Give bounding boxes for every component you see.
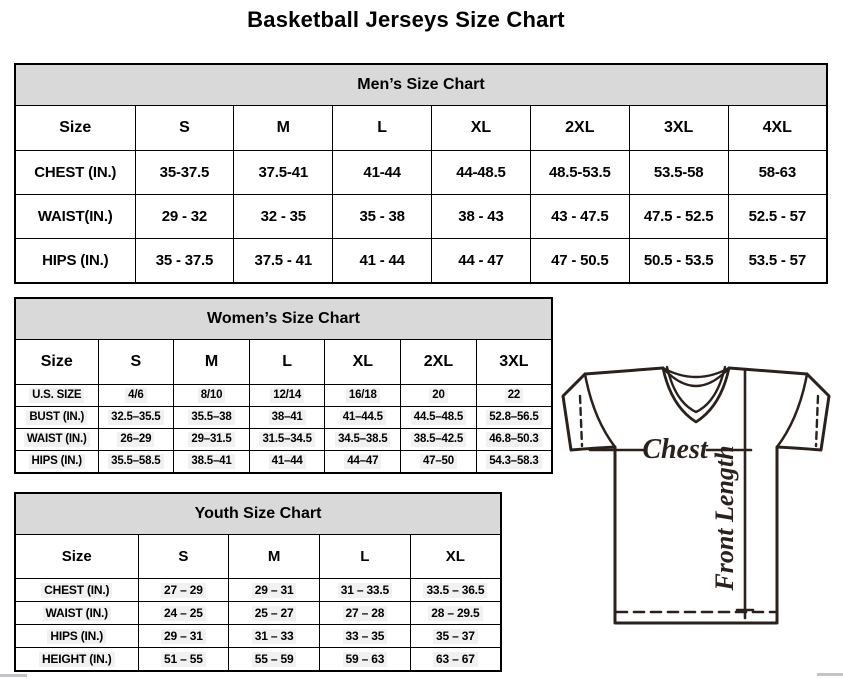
col-header: Size [15,535,138,579]
cell-text: 27 – 28 [343,606,388,621]
cell-text: 26–29 [117,432,154,446]
cell-text: 41–44.5 [340,410,386,424]
row-label-text: BUST (IN.) [26,410,87,424]
cell-value [410,602,501,625]
cell-value [174,407,250,429]
cell-text: 44.5–48.5 [411,410,466,424]
cell-value [476,429,552,451]
col-header: XL [410,535,501,579]
table-row [15,195,827,239]
cell-value [476,385,552,407]
col-header: M [234,106,333,151]
cell-value [320,579,411,602]
cell-value [401,385,477,407]
cell-text: 29–31.5 [188,432,234,446]
row-label [15,385,98,407]
cell-value [401,451,477,474]
cell-value: 32 - 35 [234,195,333,239]
row-label-text: CHEST (IN.) [41,583,112,598]
cell-text: 55 – 59 [252,652,297,667]
cell-text: 25 – 27 [252,606,297,621]
jersey-armhole-right [777,374,807,447]
womens-chart-header [15,298,552,340]
cell-value [325,407,401,429]
cell-value: 43 - 47.5 [530,195,629,239]
cell-value [476,451,552,474]
cell-text: 16/18 [346,388,380,402]
womens-size-chart-table [14,297,553,474]
col-header: Size [15,340,98,385]
cell-value: 52.5 - 57 [728,195,827,239]
row-label-text: HIPS (IN.) [29,454,85,468]
jersey-shoulder-right [729,368,807,374]
front-length-measure-line [737,369,753,618]
cell-text: 51 – 55 [161,652,206,667]
table-row [15,385,552,407]
youth-chart-header [15,493,501,535]
cell-value [138,625,229,648]
row-label-text: U.S. SIZE [29,388,84,402]
cell-text: 27 – 29 [161,583,206,598]
cell-value [249,407,325,429]
jersey-shoulder-left [585,368,663,374]
cell-value [229,602,320,625]
row-label [15,429,98,451]
cell-text: 20 [429,388,447,402]
table-row [15,648,501,672]
col-header: S [135,106,234,151]
cell-text: 63 – 67 [433,652,478,667]
cell-text: 4/6 [125,388,146,402]
col-header: Size [15,106,135,151]
col-header: S [138,535,229,579]
cell-value [249,385,325,407]
horizontal-scrollbar-fragment-left[interactable] [0,674,27,677]
cell-text: 47–50 [420,454,457,468]
cell-text: 52.8–56.5 [486,410,541,424]
table-row [15,151,827,195]
chest-label: Chest [642,434,708,465]
cell-value [325,451,401,474]
cell-value [476,407,552,429]
row-label-text: WAIST (IN.) [24,432,90,446]
cell-value: 47 - 50.5 [530,239,629,284]
mens-chart-title: Men’s Size Chart [15,64,827,106]
horizontal-scrollbar-fragment-right[interactable] [817,673,843,676]
cell-value: 58-63 [728,151,827,195]
table-row [15,625,501,648]
col-header: 3XL [629,106,728,151]
cell-value [174,429,250,451]
col-header: L [320,535,411,579]
table-row [15,579,501,602]
col-header: S [98,340,174,385]
cell-value [410,579,501,602]
cell-value: 35 - 37.5 [135,239,234,284]
cell-text: 46.8–50.3 [486,432,541,446]
youth-chart-title: Youth Size Chart [15,493,501,535]
cell-text: 31 – 33.5 [338,583,392,598]
youth-size-chart-table [14,492,502,672]
cell-value: 47.5 - 52.5 [629,195,728,239]
cell-value [249,451,325,474]
cell-value [98,451,174,474]
col-header: L [333,106,432,151]
cell-text: 28 – 29.5 [428,606,482,621]
cell-value: 29 - 32 [135,195,234,239]
youth-size-header-row [15,535,501,579]
table-row [15,451,552,474]
jersey-measurement-diagram-icon [555,360,843,635]
cell-value [138,602,229,625]
mens-chart-header [15,64,827,106]
row-label [15,451,98,474]
row-label [15,602,138,625]
cell-text: 44–47 [344,454,381,468]
cell-value [325,429,401,451]
cell-value [410,625,501,648]
page-title: Basketball Jerseys Size Chart [247,7,565,32]
cell-text: 38–41 [269,410,306,424]
cell-text: 38.5–41 [188,454,234,468]
jersey-cuff-dash-right [816,396,818,446]
col-header: M [174,340,250,385]
cell-value: 50.5 - 53.5 [629,239,728,284]
row-label-text: WAIST (IN.) [43,606,111,621]
cell-value [249,429,325,451]
jersey-armhole-left [585,374,615,447]
cell-value [229,625,320,648]
cell-text: 31 – 33 [252,629,297,644]
cell-value: 41-44 [333,151,432,195]
cell-value [401,429,477,451]
cell-text: 38.5–42.5 [411,432,466,446]
row-label [15,625,138,648]
cell-value: 37.5 - 41 [234,239,333,284]
cell-text: 59 – 63 [343,652,388,667]
cell-value [320,602,411,625]
cell-text: 41–44 [269,454,306,468]
cell-value [98,385,174,407]
col-header: 2XL [530,106,629,151]
cell-value: 38 - 43 [432,195,531,239]
cell-value: 53.5 - 57 [728,239,827,284]
cell-text: 31.5–34.5 [259,432,314,446]
col-header: XL [432,106,531,151]
cell-value [229,648,320,672]
cell-value [320,648,411,672]
row-label-text: HEIGHT (IN.) [39,652,115,667]
row-label-text: HIPS (IN.) [47,629,106,644]
cell-value [98,407,174,429]
cell-value [138,579,229,602]
col-header: L [249,340,325,385]
table-row [15,602,501,625]
cell-value [174,385,250,407]
cell-value [410,648,501,672]
row-label [15,407,98,429]
cell-value [98,429,174,451]
table-row [15,429,552,451]
cell-text: 35 – 37 [433,629,478,644]
cell-value: 53.5-58 [629,151,728,195]
table-row [15,407,552,429]
cell-text: 22 [505,388,523,402]
mens-size-chart-table [14,63,828,284]
womens-chart-title: Women’s Size Chart [15,298,552,340]
cell-text: 32.5–35.5 [108,410,163,424]
cell-value: 37.5-41 [234,151,333,195]
jersey-collar-band1 [663,368,729,377]
col-header: M [229,535,320,579]
cell-value [138,648,229,672]
cell-value: 35 - 38 [333,195,432,239]
cell-text: 29 – 31 [252,583,297,598]
col-header: XL [325,340,401,385]
cell-value: 44 - 47 [432,239,531,284]
col-header: 2XL [401,340,477,385]
row-label: CHEST (IN.) [15,151,135,195]
cell-value: 48.5-53.5 [530,151,629,195]
womens-size-header-row [15,340,552,385]
col-header: 3XL [476,340,552,385]
cell-value: 41 - 44 [333,239,432,284]
row-label [15,579,138,602]
cell-value [174,451,250,474]
cell-value [320,625,411,648]
cell-value [325,385,401,407]
front-length-label: Front Length [710,445,739,591]
row-label: HIPS (IN.) [15,239,135,284]
cell-value [229,579,320,602]
table-row [15,239,827,284]
cell-text: 29 – 31 [161,629,206,644]
mens-size-header-row [15,106,827,151]
row-label [15,648,138,672]
cell-text: 8/10 [198,388,226,402]
cell-value: 35-37.5 [135,151,234,195]
cell-text: 33.5 – 36.5 [423,583,487,598]
cell-text: 33 – 35 [343,629,388,644]
row-label: WAIST(IN.) [15,195,135,239]
col-header: 4XL [728,106,827,151]
cell-value: 44-48.5 [432,151,531,195]
jersey-cuff-dash-left [580,396,582,446]
cell-text: 34.5–38.5 [335,432,390,446]
cell-text: 35.5–58.5 [108,454,163,468]
cell-text: 12/14 [270,388,304,402]
cell-text: 24 – 25 [161,606,206,621]
cell-value [401,407,477,429]
cell-text: 35.5–38 [188,410,234,424]
cell-text: 54.3–58.3 [486,454,541,468]
